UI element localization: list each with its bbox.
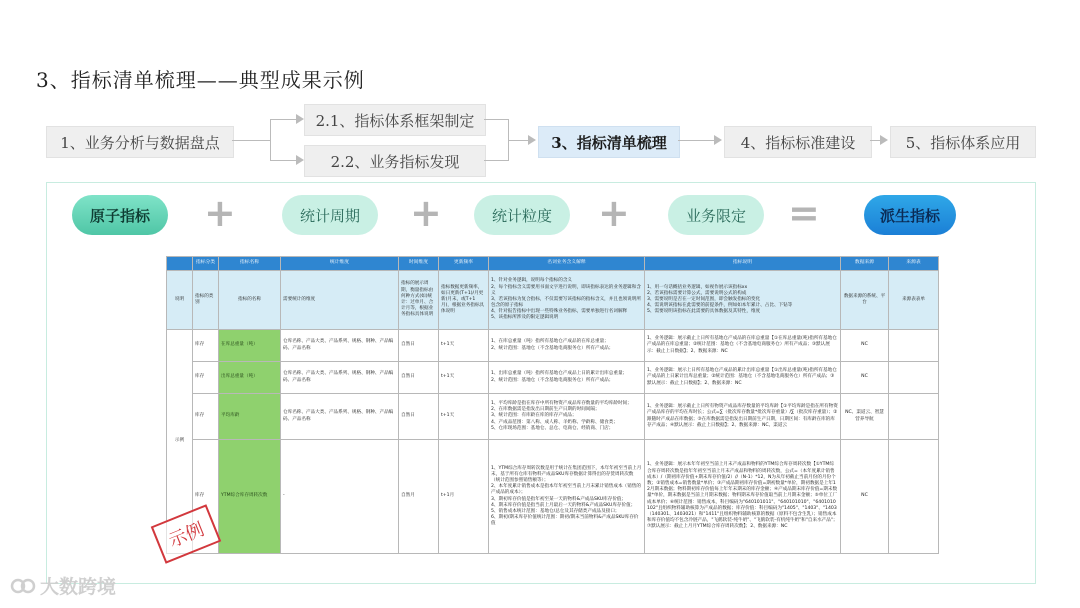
watermark	[10, 572, 116, 599]
flow-connector	[270, 160, 296, 161]
table-cell	[889, 394, 939, 440]
table-cell: 1、业务逻辑：展示截止上日所有基地仓产成品的在库总重量【①在库总重量(吨)指所有基地仓产成品的在库总重量；②统计范围：基地仓（不含基地电商服务仓）所有产成品；③默认展示：截止上日数据】；2、数据来源：NC	[645, 330, 841, 362]
table-cell: 1、出库总重量（吨）指所有基地仓产成品上日的累计出库总重量； 2、统计范围：基地仓（不含基地电商服务仓）所有产成品；	[489, 362, 645, 394]
metric-list-table	[166, 256, 925, 554]
table-cell: 指标的名称	[219, 271, 281, 330]
table-cell: 需要统计的维度	[281, 271, 399, 330]
table-cell: 来源表表单	[889, 271, 939, 330]
table-cell: 1、平均库龄是指在库存中所有物资产成品库存数量的平均库龄时间； 2、在库数据需是指发出日期前生产日期的时间间隔； 3、统计范围：有库龄在库的库存产成品； 4、产成品范围：第八称、成人称、羊奶称、学龄称、储食类； 5、仓库现场范围：基地仓、总仓、电商仓、经销商、门店；	[489, 394, 645, 440]
equals-icon: =	[788, 191, 820, 235]
table-cell: NC	[841, 362, 889, 394]
table-header-cell: 指标分类	[193, 257, 219, 271]
process-step-2-1: 2.1、指标体系框架制定	[304, 104, 486, 136]
table-row	[167, 330, 939, 362]
formula-business-qualifier: 业务限定	[668, 195, 764, 235]
table-cell: 数据来源的系统、平台	[841, 271, 889, 330]
arrow-right-icon	[528, 135, 536, 145]
table-cell: t+1天	[439, 362, 489, 394]
table-header-cell: 来源表	[889, 257, 939, 271]
table-header-cell: 统计维度	[281, 257, 399, 271]
table-cell: NC、渠道云、智慧营养导航	[841, 394, 889, 440]
table-cell: 自然月	[399, 440, 439, 554]
table-header-cell: 数据来源	[841, 257, 889, 271]
plus-icon: +	[598, 191, 630, 235]
table-row	[167, 440, 939, 554]
arrow-right-icon	[296, 114, 304, 124]
table-cell: 1、在库总重量（吨）指所有基地仓产成品的在库总重量； 2、统计范围：基地仓（不含基地电商服务仓）所有产成品；	[489, 330, 645, 362]
metric-name-cell: 出库总重量（吨）	[219, 362, 281, 394]
table-cell: 自然日	[399, 394, 439, 440]
flow-connector	[270, 119, 296, 120]
page-title: 3、指标清单梳理——典型成果示例	[36, 68, 365, 92]
table-row	[167, 394, 939, 440]
process-step-1: 1、业务分析与数据盘点	[46, 126, 234, 158]
table-cell: 1、YTM综合库存周转次数是用于统计在集团范围下，本年年初至当前上月末，基于所有仓库有物料产成品SKU库存数据计算得出的存货周转次数（统计范围参照销售额等）； 2、本年度累计销售成本是指本年年初至当前上月末累计销售成本（销售的产成品的成本）； 3、期初库存价值是指年初至某一天的物料&产成品SKU库存价值； 4、期末库存价值是指当前上月最后一天的物料&产成品SKU库存价值； 5、销售成本统计范围：基地仓/总仓及其存储类产成品及接口； 6、期初/期末库存价值统计范围：期初/期末当前物料&产成品SKU库存价值	[489, 440, 645, 554]
table-header-cell	[167, 257, 193, 271]
table-header-cell: 指标名称	[219, 257, 281, 271]
flow-connector	[678, 140, 716, 141]
plus-icon: +	[204, 191, 236, 235]
table-row	[167, 362, 939, 394]
table-cell	[889, 440, 939, 554]
table-cell: 仓库名称、产品大类、产品系列、规格、钢种、产品编码、产品名称	[281, 330, 399, 362]
formula-atomic-metric: 原子指标	[72, 195, 168, 235]
table-cell: 库存	[193, 330, 219, 362]
arrow-right-icon	[880, 135, 888, 145]
table-cell: t+1天	[439, 394, 489, 440]
arrow-right-icon	[296, 155, 304, 165]
table-header-cell: 时间维度	[399, 257, 439, 271]
table-cell: 自然日	[399, 330, 439, 362]
plus-icon: +	[410, 191, 442, 235]
flow-connector	[508, 140, 528, 141]
table-header-row	[167, 257, 939, 271]
flow-connector	[270, 119, 271, 161]
table-cell: 指标的展示周期，衡量指标由何种方式(如)统计：过单月、合计月等，根据业务指标具体说明	[399, 271, 439, 330]
table-cell: 指标的类别	[193, 271, 219, 330]
example-stamp: 示例	[151, 504, 222, 564]
flow-connector	[232, 140, 270, 141]
process-step-5: 5、指标体系应用	[890, 126, 1036, 158]
table-description-row	[167, 271, 939, 330]
arrow-right-icon	[714, 135, 722, 145]
table-cell: 指标数据更新频率，如日更新(T+1)/月更新(月末，或T+1月)，根据业务指标具体说明	[439, 271, 489, 330]
table-cell: t+1天	[439, 330, 489, 362]
example-label-cell: 示例	[167, 330, 193, 554]
table-cell: 自然日	[399, 362, 439, 394]
metric-name-cell: 在库总重量（吨）	[219, 330, 281, 362]
table-cell: 库存	[193, 440, 219, 554]
formula-stat-period: 统计周期	[282, 195, 378, 235]
table-cell: t+1月	[439, 440, 489, 554]
table-cell: 1、业务逻辑：展示上日所有基地仓产成品的累计出库总重量【①出库总重量(吨)指所有基地仓产成品的上日累计出库总重量；②统计范围：基地仓（不含基地电商服务仓）所有产成品；③默认展示：截止上日数据】；2、数据来源：NC	[645, 362, 841, 394]
table-header-cell: 更新频率	[439, 257, 489, 271]
flow-connector	[484, 160, 508, 161]
table-cell: 1、针对业务逻辑，说明每个指标的含义 2、每个指标含义需要用书面文字进行说明，即该指标表达的业务逻辑和含义 3、若该指标为复合指标，不仅需要写该指标的指标含义，并且也须说明所包含的原子指标 4、针对报告指标中出现一些特殊业务指标，需要单独进行名词解释 5、该指标所涉及的限定逻辑说明	[489, 271, 645, 330]
table-cell: 1、业务逻辑：展示截止上日所有物资产成品库存数量的平均库龄【①平均库龄是指在所有物资产成品库存的平均在库时长；公式=∑（批次库存数量*批次库存重量）/∑（批次库存重量）；②跟随时产成品在库数据；③在库数据需是指发出日期前生产日期，日期区间：有库龄在库的库存产成品；④默认展示：截止上日数据】；2、数据来源：NC、渠道云	[645, 394, 841, 440]
metric-name-cell: 平均库龄	[219, 394, 281, 440]
table-cell: 说明	[167, 271, 193, 330]
table-header-cell: 名词业务含义解释	[489, 257, 645, 271]
table-cell	[889, 362, 939, 394]
formula-derived-metric: 派生指标	[864, 195, 956, 235]
process-step-4: 4、指标标准建设	[724, 126, 872, 158]
table-cell: -	[281, 440, 399, 554]
table-cell: 库存	[193, 362, 219, 394]
table-cell: NC	[841, 440, 889, 554]
table-cell: NC	[841, 330, 889, 362]
table-header-cell: 指标说明	[645, 257, 841, 271]
table-cell: 库存	[193, 394, 219, 440]
watermark-logo-icon	[10, 575, 36, 597]
table-cell: 仓库名称、产品大类、产品系列、规格、钢种、产品编码、产品名称	[281, 394, 399, 440]
table-cell	[889, 330, 939, 362]
flow-connector	[484, 119, 508, 120]
process-step-3: 3、指标清单梳理	[538, 126, 680, 158]
table-cell: 1、用一句话概括业务逻辑，如视作展示该指标xx 2、若该指标需要计算公式，需要说明公式的构成 3、需要说明是否在一定时间范围，即会触发指标的变化 4、需说明该指标在此需要的前提条件，例如如本年累计、占比、下钻等 5、需要说明该指标在此需要的具体数据及其特性，维度	[645, 271, 841, 330]
table-cell: 1、业务逻辑：展示本年年初至当前上月末产成品和物料的YTM综合库存周转次数【①YTM综合库存周转次数是指年年初至当前上月末产成品和物料的周转次数，公式=（本年度累计销售成本）/（期初库存价值+期末库存价值/2）//（N-1）*12，N为从年初截止当前月份的月份个数；②销售成本=销售数量*单价；③产成品期初库存价值=期初数量*单价，期初数据是上年12月期末数据；物料期初库存价值每上年年末期末的库存金额；④产成品期末库存价值=期末数量*单价，期末数据是当前上月期末数据；物料期末库存价值取当前上月期末金额；⑤单位工厂成本单价；⑥统计范围：销售成本，科目编码为"640101011"、"640101010"、"6401010102"且组织物料辅助核算为产成品的数据；库存价值：科目编码为"1405"、"1403"、"1403（140301、1403021）和"1411"且组织物料辅助核算的数据（原料不包含生乳）；销售成本和库存价值均不包含冷链产品，"飞鹤软装-纯牛奶"、"飞鹤软装-有机纯牛奶"和"自来水产品"；⑦默认展示：截止上月月YTM综合库存周转次数】；2、数据来源：NC	[645, 440, 841, 554]
watermark-text: 大数跨境	[40, 576, 117, 598]
metric-name-cell: YTM综合库存周转次数	[219, 440, 281, 554]
table-cell: 仓库名称、产品大类、产品系列、规格、钢种、产品编码、产品名称	[281, 362, 399, 394]
formula-stat-granularity: 统计粒度	[474, 195, 570, 235]
process-step-2-2: 2.2、业务指标发现	[304, 145, 486, 177]
